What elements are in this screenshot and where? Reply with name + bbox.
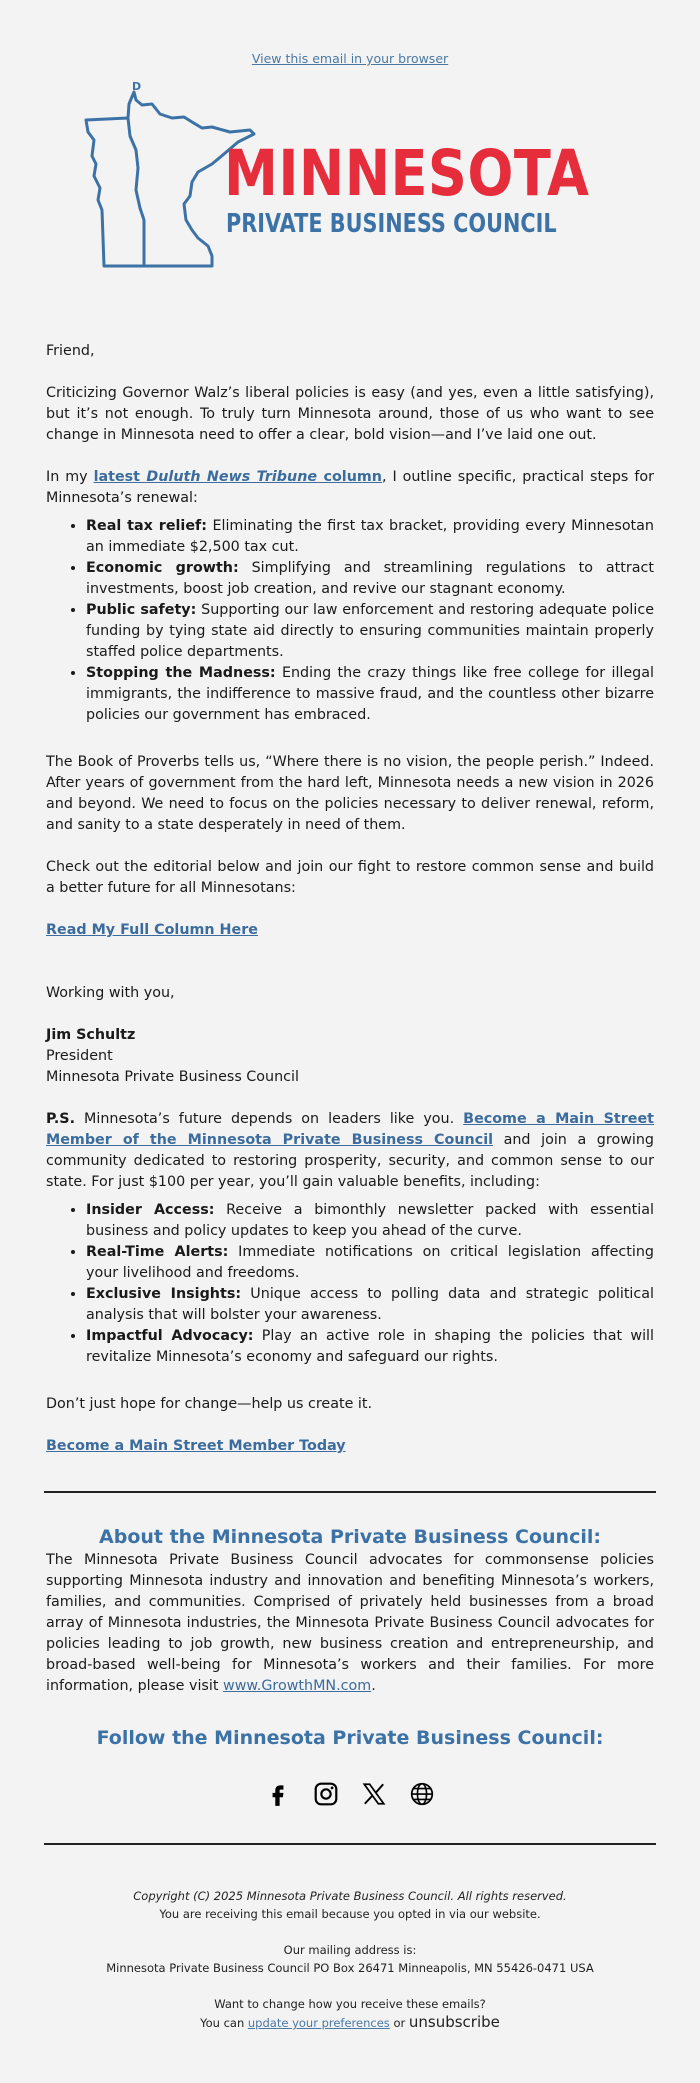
social-icons (0, 1781, 700, 1807)
latest-column-link[interactable]: latest Duluth News Tribune column (93, 469, 382, 485)
paragraph-2-prefix: In my (46, 469, 94, 485)
website-icon[interactable] (409, 1781, 435, 1807)
unsubscribe-link[interactable]: unsubscribe (408, 2013, 500, 2031)
instagram-icon[interactable] (313, 1781, 339, 1807)
list-item: • Public safety: Supporting our law enforcement and restoring adequate police funding by tying state aid directly to ensuring communities maintain properly staffed police departments. (86, 600, 654, 663)
divider (44, 1843, 656, 1845)
paragraph-3: The Book of Proverbs tells us, “Where there is no vision, the people perish.” Indeed. After years of government from the hard left, Minnesota needs a new vision in 2026 and beyond. We need to focus on the policies necessary to deliver renewal, reform, and sanity to a state desperately in need of them. (46, 754, 654, 833)
list-item: • Impactful Advocacy: Play an active role in shaping the policies that will revitalize Minnesota’s economy and safeguard our rights. (86, 1326, 654, 1368)
update-preferences-link[interactable]: update your preferences (247, 2016, 390, 2030)
logo-title: MINNESOTA (224, 137, 590, 210)
list-item: • Stopping the Madness: Ending the crazy things like free college for illegal immigrants, the indifference to massive fraud, and the countless other bizarre policies our government has embraced. (86, 663, 654, 726)
follow-heading: Follow the Minnesota Private Business Council: (96, 1727, 604, 1749)
signature-org: Minnesota Private Business Council (46, 1069, 299, 1085)
ps-label: P.S. (46, 1111, 76, 1127)
member-today (46, 1436, 654, 1457)
address-label: Our mailing address is: (283, 1943, 417, 1957)
read-column (46, 920, 654, 941)
signoff: Working with you, (46, 985, 175, 1001)
facebook-icon[interactable] (265, 1781, 291, 1807)
paragraph-1: Criticizing Governor Walz’s liberal policies is easy (and yes, even a little satisfying), but it’s not enough. To truly turn Minnesota around, those of us who want to see change in Minnesota need to offer a clear, bold vision—and I’ve laid one out. (46, 385, 654, 443)
postscript: P.S. Minnesota’s future depends on leaders like you. Become a Main Street Member of the Minnesota Private Business Council and join a growing community dedicated to restoring prosperity, security, and common sense to our state. For just $100 per year, you’ll gain valuable benefits, including: (46, 1111, 654, 1190)
follow-section (0, 1727, 700, 1807)
read-column-link[interactable]: Read My Full Column Here (46, 922, 258, 938)
mailing-address: Minnesota Private Business Council PO Box 26471 Minneapolis, MN 55426-0471 USA (106, 1961, 594, 1975)
footer (0, 1887, 700, 2032)
signature-name: Jim Schultz (46, 1027, 136, 1043)
paragraph-4: Check out the editorial below and join our fight to restore common sense and build a better future for all Minnesotans: (46, 859, 654, 896)
list-item: • Real tax relief: Eliminating the first tax bracket, providing every Minnesotan an immediate $2,500 tax cut. (86, 516, 654, 558)
divider (44, 1491, 656, 1493)
view-in-browser-link[interactable]: View this email in your browser (251, 51, 449, 66)
email-body (0, 341, 700, 1457)
greeting: Friend, (46, 343, 95, 359)
preferences-line: You can update your preferences or unsubscribe (200, 2013, 500, 2031)
growthmn-link[interactable]: www.GrowthMN.com (223, 1678, 372, 1694)
view-in-browser (0, 0, 700, 66)
x-icon[interactable] (361, 1781, 387, 1807)
about-section (0, 1527, 700, 1697)
copyright: Copyright (C) 2025 Minnesota Private Business Council. All rights reserved. (133, 1889, 567, 1903)
policy-list (46, 516, 654, 726)
benefits-list (46, 1200, 654, 1368)
logo-subtitle: PRIVATE BUSINESS COUNCIL (226, 209, 557, 239)
about-heading: About the Minnesota Private Business Council: (99, 1526, 601, 1548)
mpbc-logo (0, 76, 700, 301)
list-item: • Insider Access: Receive a bimonthly newsletter packed with essential business and policy updates to keep you ahead of the curve. (86, 1200, 654, 1242)
paragraph-2 (46, 467, 654, 509)
become-member-today-link[interactable]: Become a Main Street Member Today (46, 1438, 346, 1454)
logo-state-letter: D (132, 80, 142, 93)
signature-title: President (46, 1048, 113, 1064)
about-text: The Minnesota Private Business Council advocates for commonsense policies supporting Minnesota industry and innovation and benefiting Minnesota’s workers, families, and communities. Comprised of privately held businesses from a broad array of Minnesota industries, the Minnesota Private Business Council advocates for policies leading to job growth, new business creation and entrepreneurship, and broad-based well-being for Minnesota’s workers and their families. For more information, please visit www.GrowthMN.com. (46, 1552, 654, 1694)
change-prompt: Want to change how you receive these emails? (214, 1997, 486, 2011)
list-item: • Economic growth: Simplifying and streamlining regulations to attract investments, boost job creation, and revive our stagnant economy. (86, 558, 654, 600)
list-item: • Real-Time Alerts: Immediate notifications on critical legislation affecting your livelihood and freedoms. (86, 1242, 654, 1284)
paragraph-2-suffix: , I outline specific, practical steps for Minnesota’s renewal: (46, 469, 654, 506)
closing-line: Don’t just hope for change—help us create it. (46, 1396, 373, 1412)
optin-notice: You are receiving this email because you opted in via our website. (159, 1907, 541, 1921)
list-item: • Exclusive Insights: Unique access to polling data and strategic political analysis that will bolster your awareness. (86, 1284, 654, 1326)
become-member-link[interactable]: Become a Main Street Member of the Minnesota Private Business Council (46, 1111, 654, 1148)
